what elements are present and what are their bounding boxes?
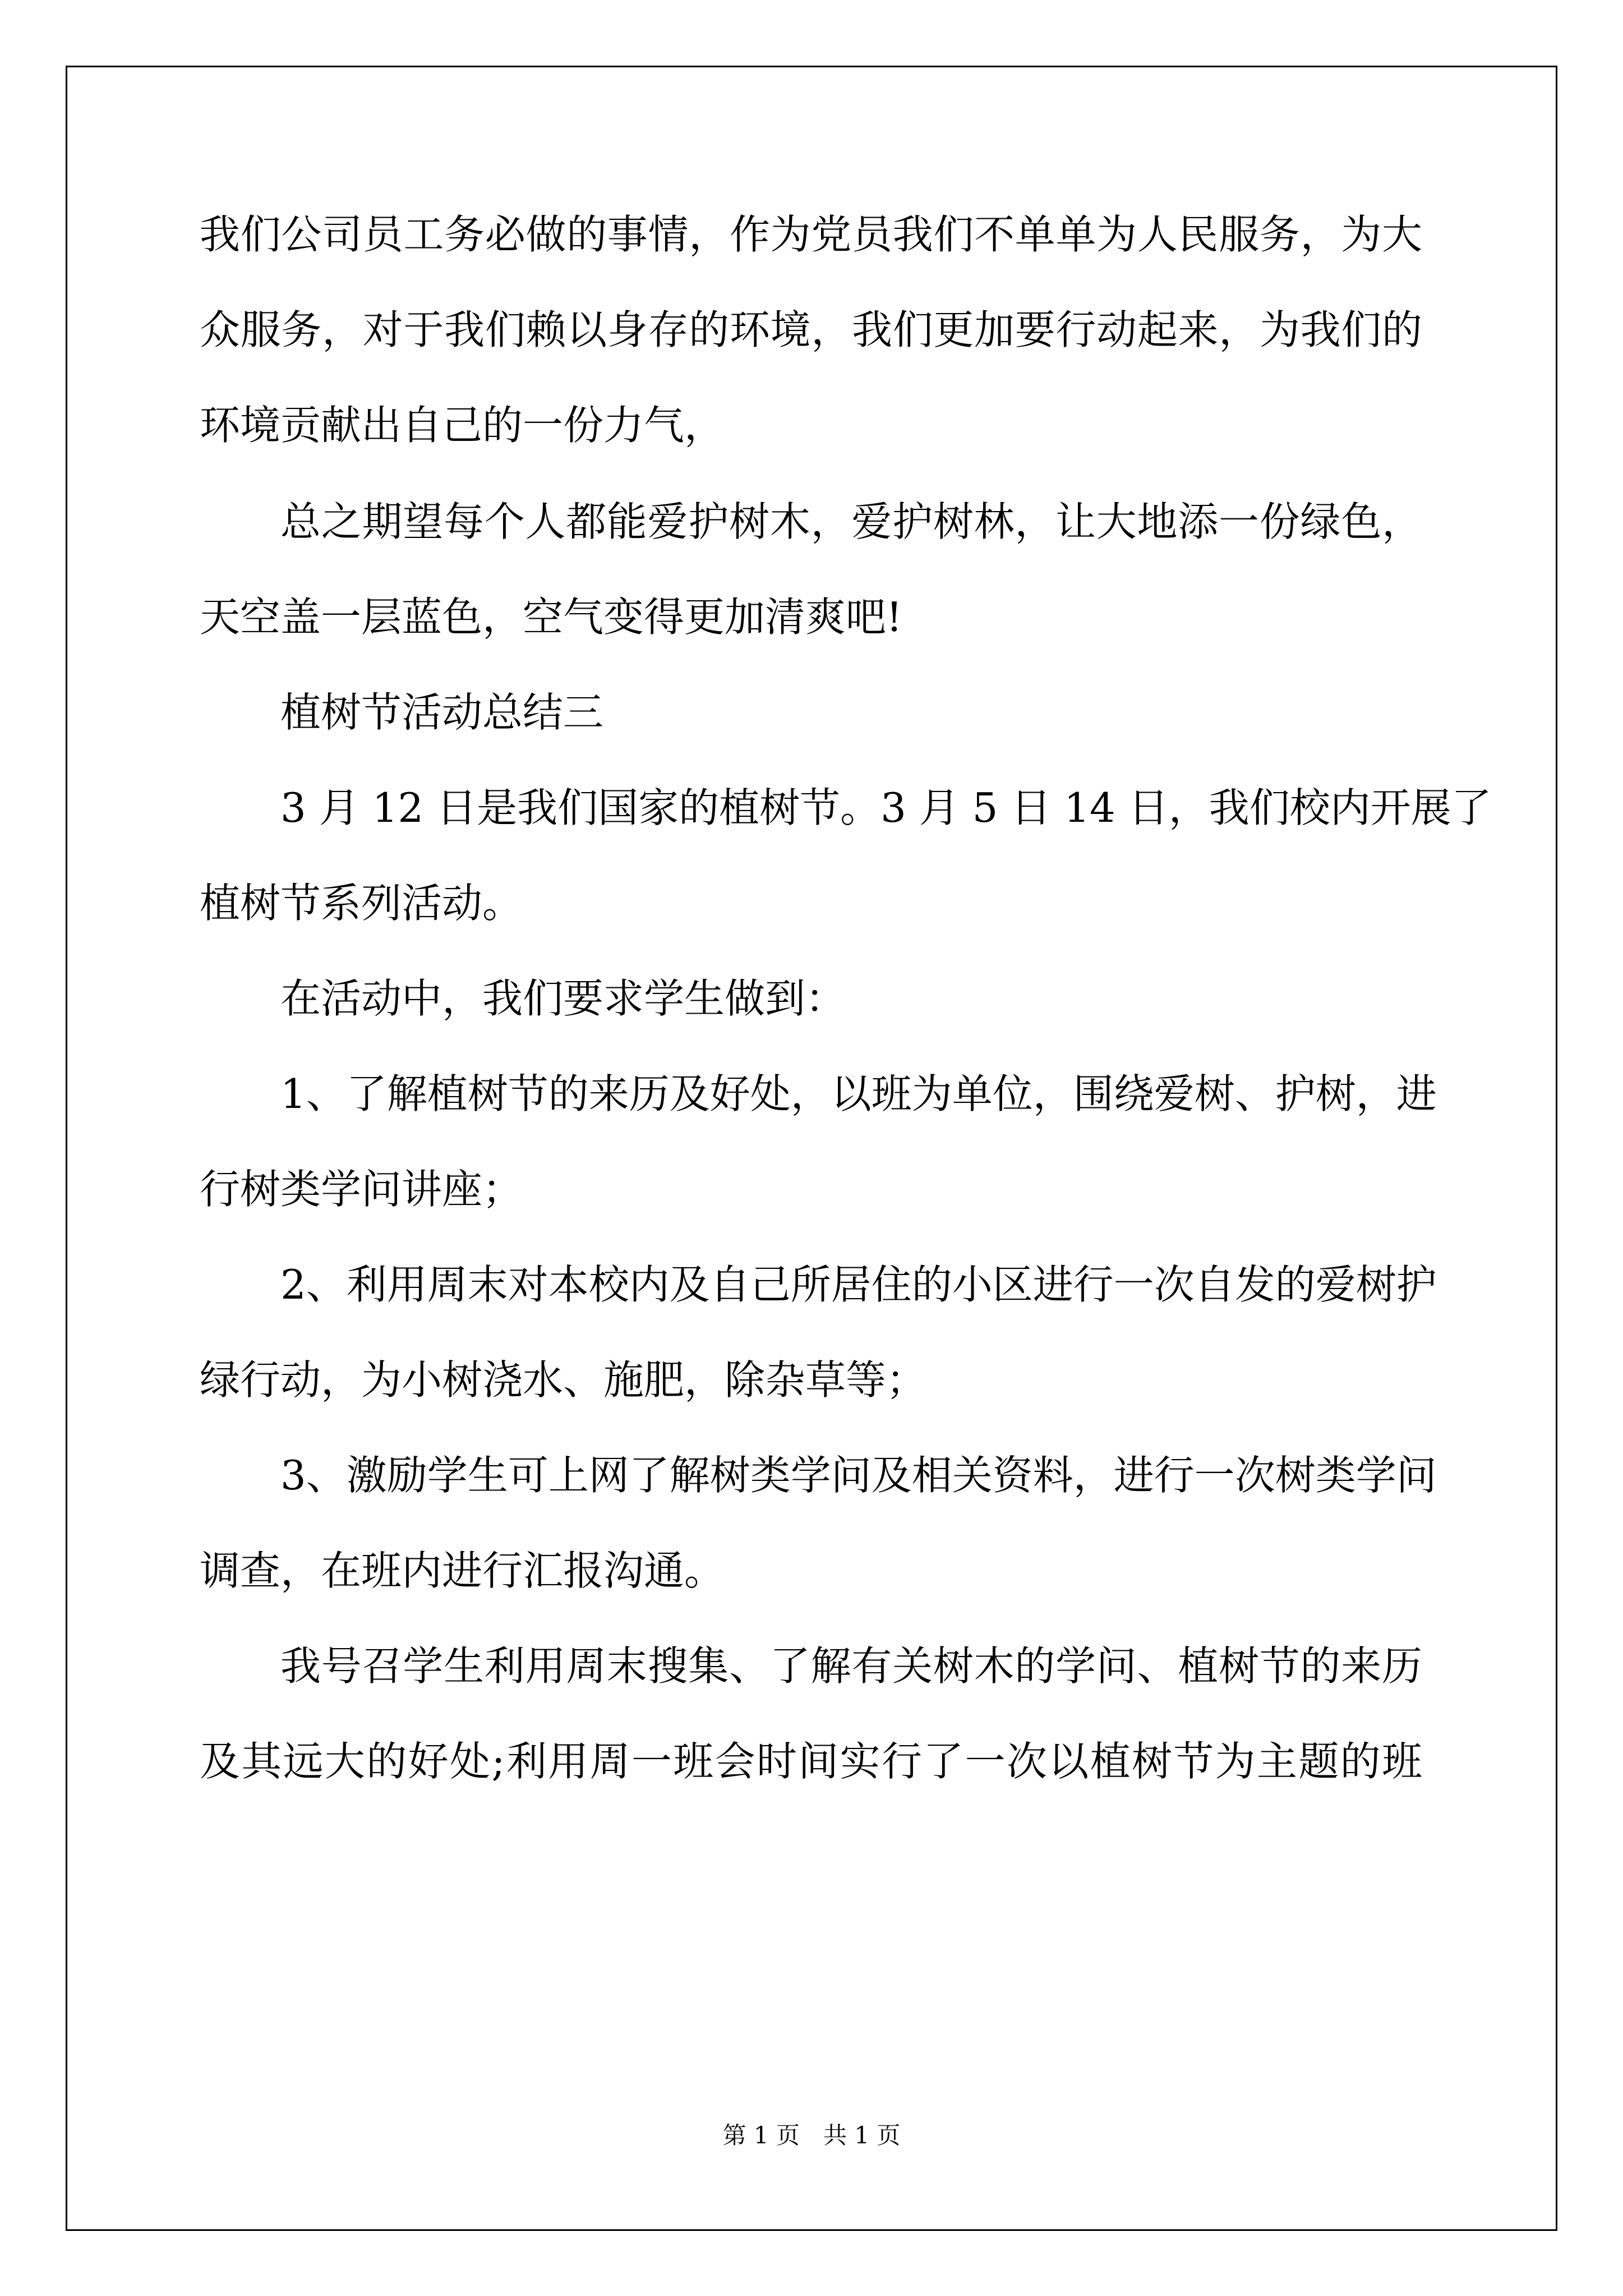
text-line: 植树节系列活动。	[200, 880, 523, 927]
section-heading: 植树节活动总结三	[280, 689, 604, 736]
text-line: 众服务，对于我们赖以身存的环境，我们更加要行动起来，为我们的	[200, 306, 1422, 353]
list-item: 3、激励学生可上网了解树类学问及相关资料，进行一次树类学问	[280, 1452, 1437, 1499]
text-line: 在活动中，我们要求学生做到：	[280, 975, 846, 1022]
text-line: 总之期望每个人都能爱护树木，爱护树林，让大地添一份绿色，	[280, 498, 1422, 545]
text-line: 调查，在班内进行汇报沟通。	[200, 1547, 725, 1594]
text-line: 3 月 12 日是我们国家的植树节。3 月 5 日 14 日，我们校内开展了	[280, 784, 1492, 831]
text-line: 及其远大的好处;利用周一班会时间实行了一次以植树节为主题的班	[200, 1738, 1422, 1785]
text-line: 我们公司员工务必做的事情，作为党员我们不单单为人民服务，为大	[200, 211, 1422, 258]
text-line: 行树类学问讲座；	[200, 1166, 523, 1213]
text-line: 环境贡献出自己的一份力气，	[200, 402, 725, 449]
text-line: 绿行动，为小树浇水、施肥，除杂草等；	[200, 1356, 927, 1404]
list-item: 2、利用周末对本校内及自己所居住的小区进行一次自发的爱树护	[280, 1261, 1437, 1308]
page-footer: 第 1 页 共 1 页	[722, 2122, 901, 2149]
text-line: 天空盖一层蓝色，空气变得更加清爽吧!	[200, 593, 902, 641]
text-line: 我号召学生利用周末搜集、了解有关树木的学问、植树节的来历	[280, 1642, 1422, 1690]
list-item: 1、了解植树节的来历及好处，以班为单位，围绕爱树、护树，进	[280, 1070, 1437, 1117]
page-border	[66, 66, 1557, 2231]
